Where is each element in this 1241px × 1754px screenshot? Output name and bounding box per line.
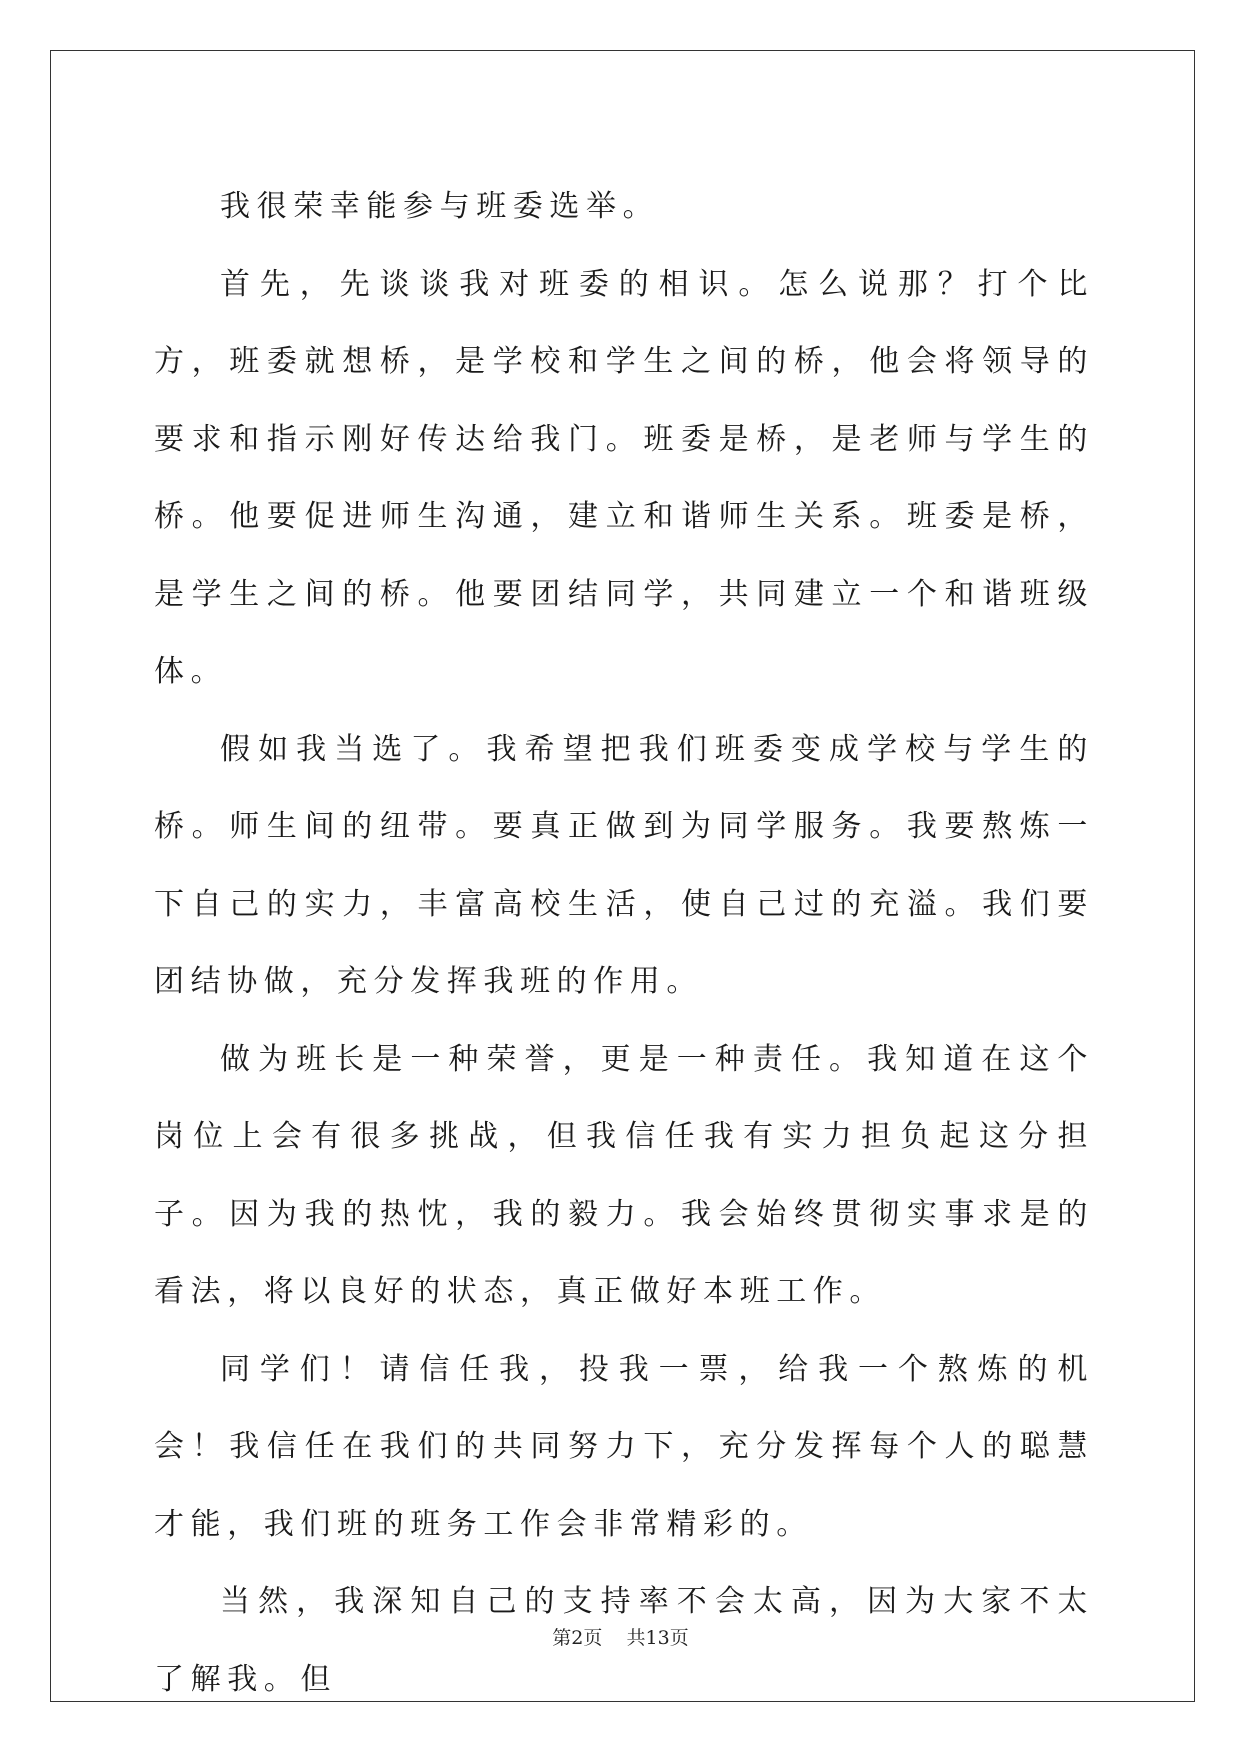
page-footer <box>0 1623 1241 1650</box>
paragraph: 做为班长是一种荣誉，更是一种责任。我知道在这个岗位上会有很多挑战，但我信任我有实力担负起这分担子。因为我的热忱，我的毅力。我会始终贯彻实事求是的看法，将以良好的状态，真正做好本班工作。 <box>154 1041 1094 1309</box>
page-number-label: 第2页 共13页 <box>552 1627 689 1649</box>
paragraph: 假如我当选了。我希望把我们班委变成学校与学生的桥。师生间的纽带。要真正做到为同学服务。我要熬炼一下自己的实力，丰富高校生活，使自己过的充溢。我们要团结协做，充分发挥我班的作用。 <box>154 731 1094 999</box>
paragraph: 同学们！请信任我，投我一票，给我一个熬炼的机会！我信任在我们的共同努力下，充分发挥每个人的聪慧才能，我们班的班务工作会非常精彩的。 <box>154 1351 1094 1542</box>
paragraph: 首先，先谈谈我对班委的相识。怎么说那？打个比方，班委就想桥，是学校和学生之间的桥，他会将领导的要求和指示刚好传达给我门。班委是桥，是老师与学生的桥。他要促进师生沟通，建立和谐师生关系。班委是桥，是学生之间的桥。他要团结同学，共同建立一个和谐班级体。 <box>154 266 1094 689</box>
paragraph: 当然，我深知自己的支持率不会太高，因为大家不太了解我。但 <box>154 1584 1094 1697</box>
document-body <box>154 168 1094 1718</box>
paragraph: 我很荣幸能参与班委选举。 <box>220 189 660 224</box>
